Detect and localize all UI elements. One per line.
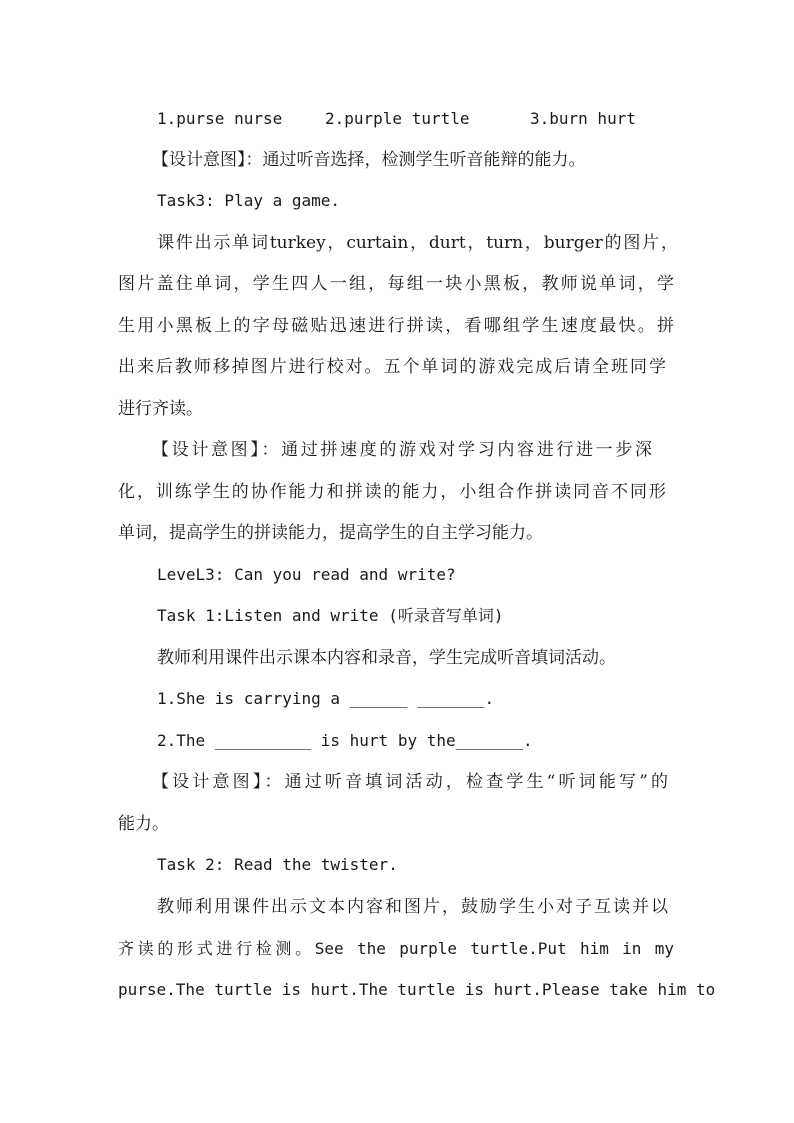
paragraph-line: 教师利用课件出示课本内容和录音，学生完成听音填词活动。 xyxy=(157,648,616,668)
fill-blank-2: 2.The __________ is hurt by the_______. xyxy=(157,731,533,750)
paragraph-line: purse.The turtle is hurt.The turtle is hurt.Please take him to xyxy=(118,980,716,999)
paragraph-line: 能力。 xyxy=(118,814,169,834)
paragraph-line: 单词，提高学生的拼读能力，提高学生的自主学习能力。 xyxy=(118,523,543,543)
word-pair-1: 1.purse nurse xyxy=(157,109,283,128)
word-pair-3: 3.burn hurt xyxy=(530,109,636,128)
fill-blank-1: 1.She is carrying a ______ _______. xyxy=(157,689,495,708)
design-intent-3: 【设计意图】：通过听音填词活动，检查学生“听词能写”的 xyxy=(152,772,668,792)
level3-heading: LeveL3: Can you read and write? xyxy=(157,565,456,584)
paragraph-line: 化，训练学生的协作能力和拼读的能力，小组合作拼读同音不同形 xyxy=(118,482,666,502)
task3-heading: Task3: Play a game. xyxy=(157,191,341,210)
answer-word-pairs xyxy=(157,108,678,130)
paragraph-line: 生用小黑板上的字母磁贴迅速进行拼读，看哪组学生速度最快。拼 xyxy=(118,316,674,336)
paragraph-line: 齐读的形式进行检测。See the purple turtle.Put him in my xyxy=(118,939,674,958)
task1-heading: Task 1:Listen and write (听录音写单词) xyxy=(157,606,504,625)
paragraph-line: 进行齐读。 xyxy=(118,399,203,419)
paragraph-line: 图片盖住单词，学生四人一组，每组一块小黑板，教师说单词，学 xyxy=(118,274,674,294)
design-intent-2: 【设计意图】：通过拼速度的游戏对学习内容进行进一步深 xyxy=(152,440,652,460)
task2-heading: Task 2: Read the twister. xyxy=(157,855,398,874)
paragraph-line: 课件出示单词turkey，curtain，durt，turn，burger的图片， xyxy=(157,233,678,253)
paragraph-line: 出来后教师移掉图片进行校对。五个单词的游戏完成后请全班同学 xyxy=(118,357,666,377)
design-intent-1: 【设计意图】：通过听音选择，检测学生听音能辩的能力。 xyxy=(152,150,586,170)
paragraph-line: 教师利用课件出示文本内容和图片，鼓励学生小对子互读并以 xyxy=(157,897,668,917)
word-pair-2: 2.purple turtle xyxy=(325,109,470,128)
